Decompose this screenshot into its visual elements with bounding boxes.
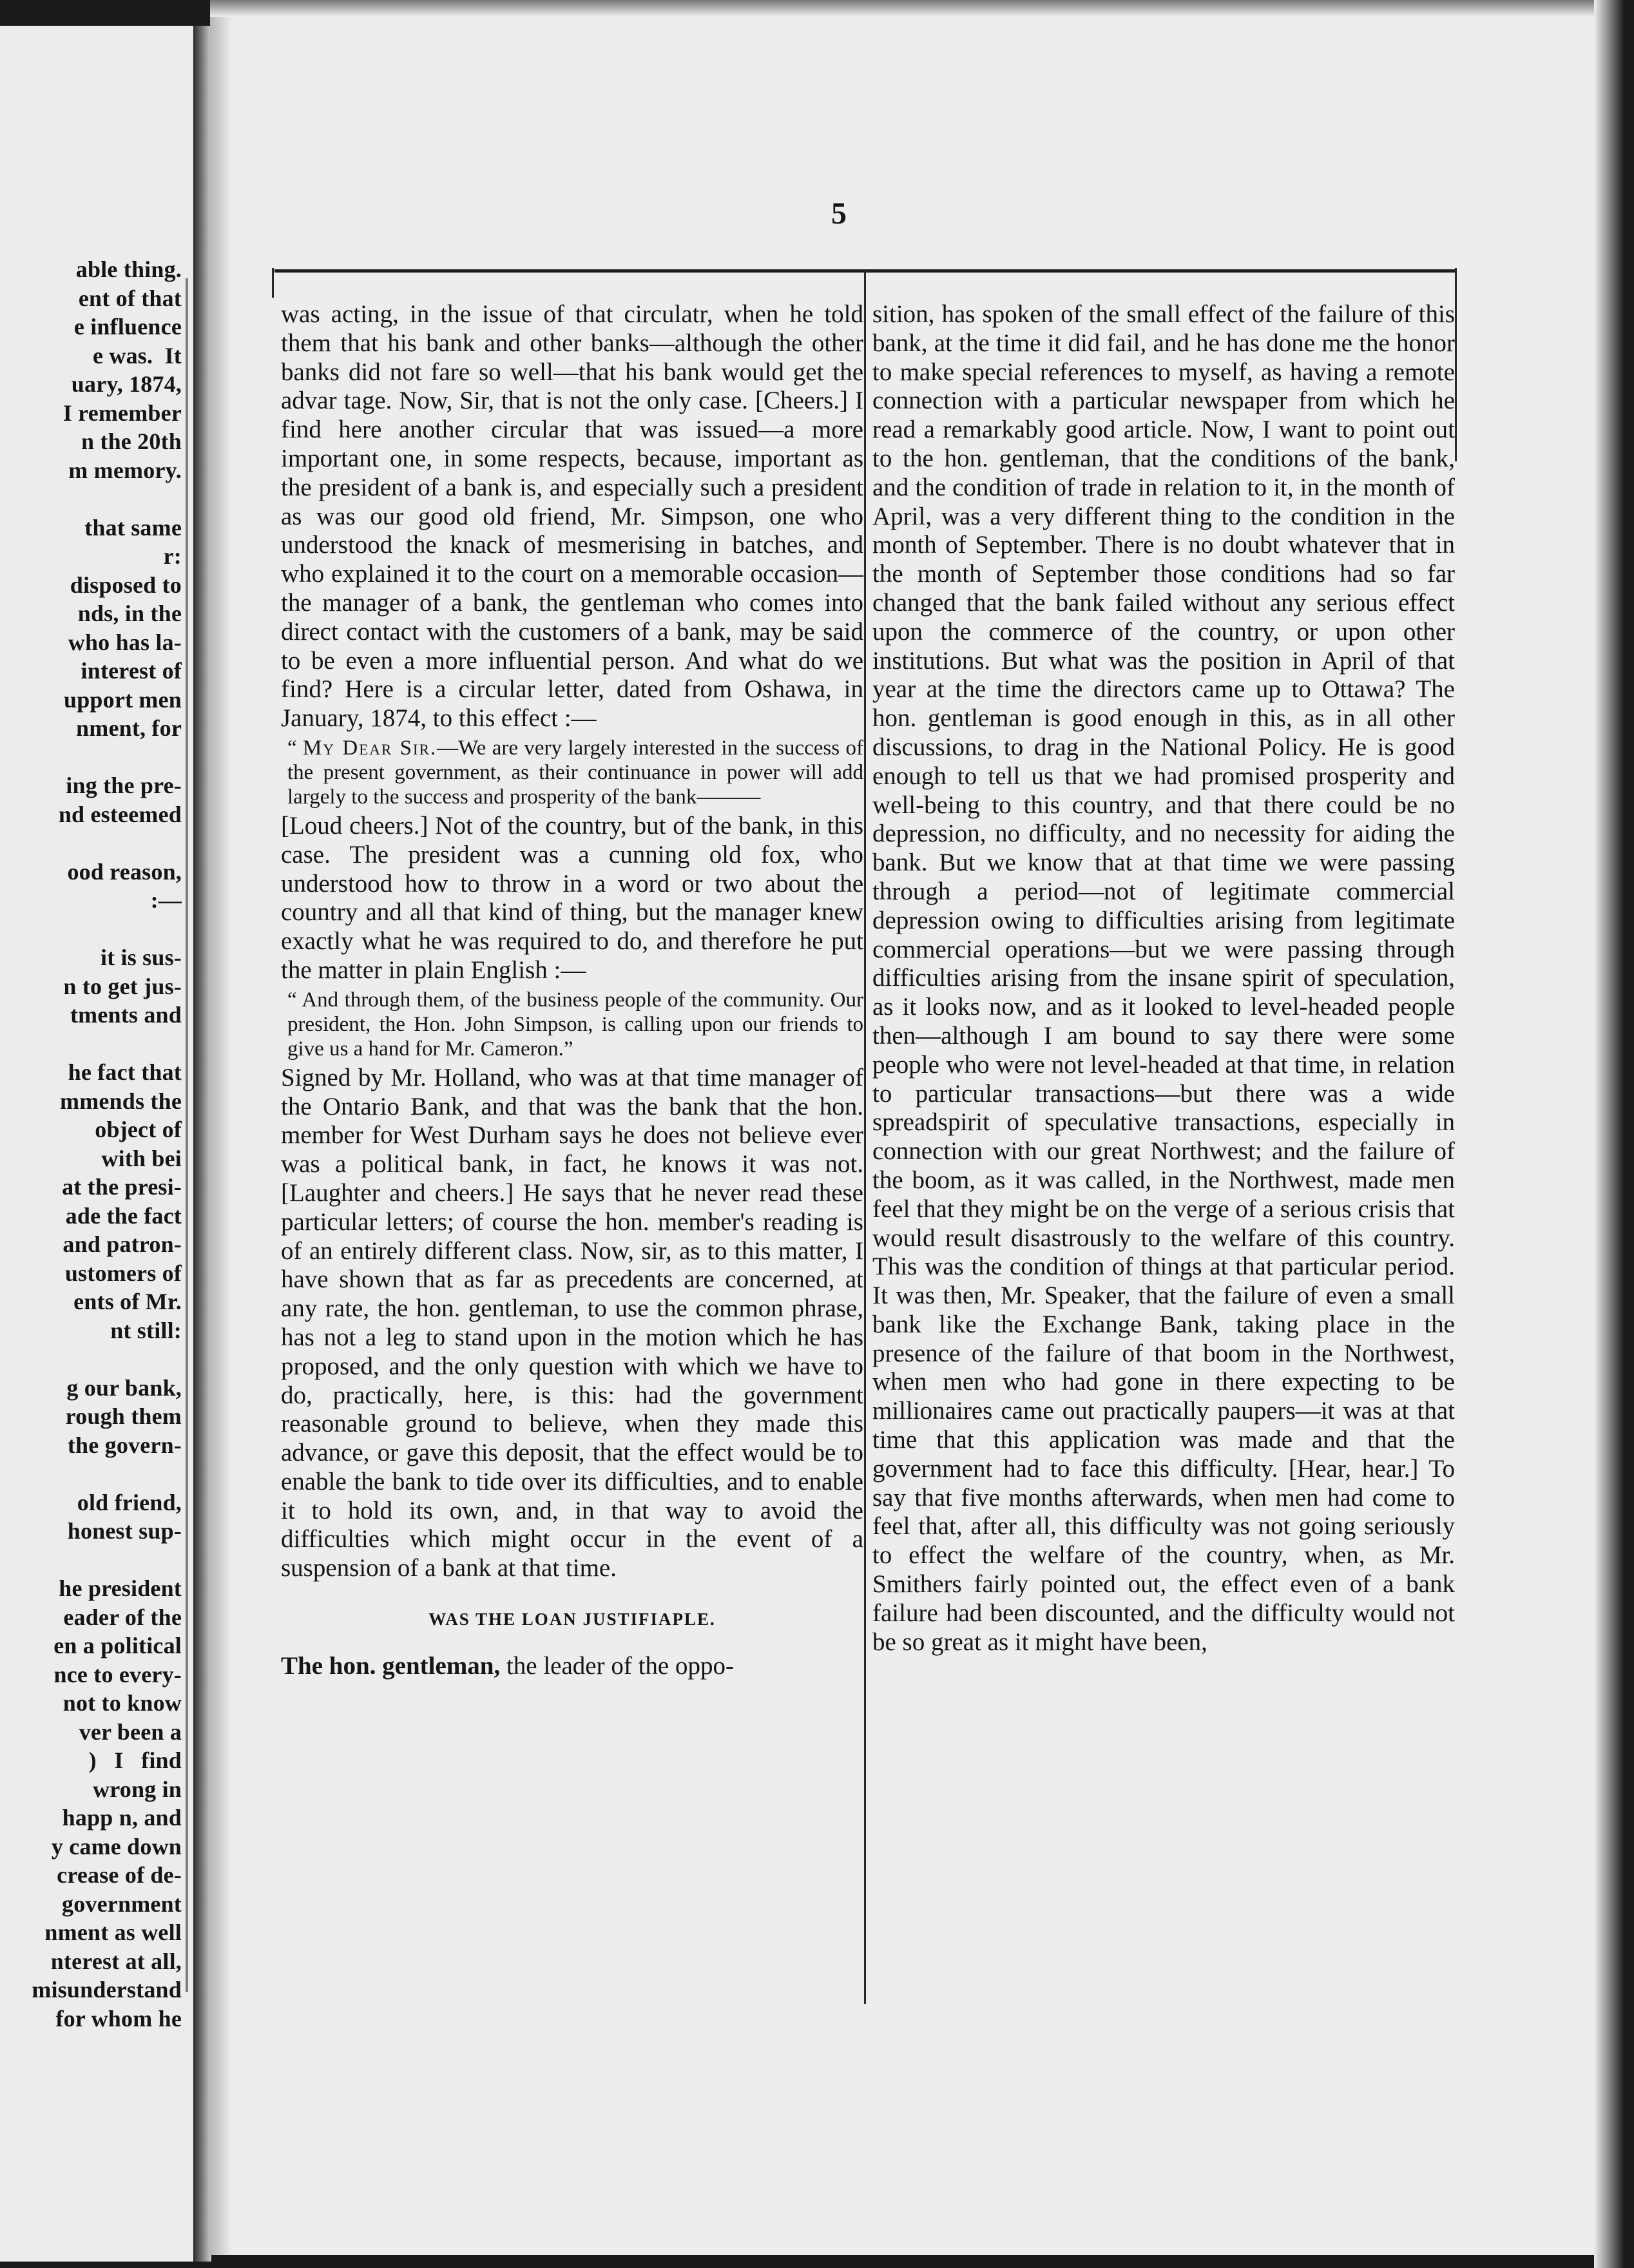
fragment-line: g our bank, <box>66 1374 182 1401</box>
fragment-line: :— <box>150 887 182 913</box>
fragment-line <box>0 915 182 944</box>
fragment-line: upport men <box>63 686 182 713</box>
fragment-line: eader of the <box>63 1604 182 1630</box>
fragment-line: government <box>62 1890 182 1917</box>
fragment-line: nd esteemed <box>58 801 182 827</box>
fragment-line <box>0 1459 182 1488</box>
fragment-line: it is sus- <box>100 945 182 970</box>
previous-page-column-rule <box>186 278 188 1992</box>
fragment-line: at the presi- <box>62 1174 182 1200</box>
page-number: 5 <box>831 197 848 231</box>
fragment-line: e influence <box>73 314 182 340</box>
section-heading: WAS THE LOAN JUSTIFIAPLE. <box>428 1610 716 1629</box>
fragment-line: and patron- <box>62 1231 182 1257</box>
column-divider-rule <box>864 271 866 2004</box>
paragraph-lead: The hon. gentleman, <box>281 1651 501 1680</box>
fragment-line: who has la- <box>68 629 182 655</box>
fragment-line: he fact that <box>68 1059 182 1085</box>
previous-page-fragment <box>0 26 193 2262</box>
previous-page-text-column <box>0 255 182 2033</box>
fragment-line: wrong in <box>93 1776 182 1802</box>
right-border-rule <box>1455 268 1457 461</box>
fragment-line: rough them <box>65 1403 182 1429</box>
fragment-line: interest of <box>81 658 182 684</box>
document-page <box>210 13 1594 2255</box>
fragment-line: honest sup- <box>67 1518 182 1544</box>
text-column-right <box>872 300 1455 1657</box>
fragment-line: crease of de- <box>57 1862 182 1888</box>
fragment-line: nment as well <box>44 1919 182 1945</box>
quoted-letter: “ And through them, of the business people of the community. Our president, the Hon. John Simpson, is calling upon our friends to give us a hand for Mr. Cameron.” <box>287 988 863 1061</box>
fragment-line: mmends the <box>60 1088 182 1114</box>
quoted-letter: “ My Dear Sir.—We are very largely interested in the success of the present government, as their continuance in power will add largely to the success and prosperity of the bank——— <box>287 736 863 809</box>
fragment-line: for whom he <box>55 2005 182 2032</box>
fragment-line: n the 20th <box>81 428 182 454</box>
letter-salutation: My Dear Sir. <box>303 736 437 760</box>
fragment-line: nds, in the <box>77 601 182 626</box>
fragment-line: nt still: <box>110 1317 182 1343</box>
fragment-line: ent of that <box>78 285 182 311</box>
paragraph: was acting, in the issue of that circulatr, when he told them that his bank and other banks—although the other banks did not fare so well—that his bank would get the advar tage. Now, Sir, that is not the only case. [Cheers.] I find here another circular that was issued—a more important one, in some respects, because, important as the president of a bank is, and especially such a president as was our good old friend, Mr. Simpson, one who understood the knack of mesmerising in batches, and who explained it to the court on a memorable occasion—the manager of a bank, the gentleman who comes into direct contact with the customers of a bank, may be said to be even a more influential person. And what do we find? Here is a circular letter, dated from Oshawa, in January, 1874, to this effect :— <box>281 300 863 733</box>
fragment-line: e was. It <box>93 342 182 369</box>
fragment-line: uary, 1874, <box>71 371 182 397</box>
fragment-line: nment, for <box>76 715 182 741</box>
paragraph <box>281 1652 863 1681</box>
text-column-left <box>281 300 863 1681</box>
fragment-line: misunderstand <box>32 1977 182 2003</box>
fragment-line: happ n, and <box>62 1805 182 1831</box>
fragment-line <box>0 829 182 858</box>
page-inner-shadow <box>210 13 232 2255</box>
fragment-line: he president <box>59 1575 182 1601</box>
book-gutter <box>193 26 211 2262</box>
fragment-line: I remember <box>62 399 182 426</box>
page-edge-shadow <box>1594 0 1634 2268</box>
fragment-line: disposed to <box>70 572 182 598</box>
fragment-line: ) I find <box>88 1747 182 1773</box>
fragment-line <box>0 1030 182 1059</box>
fragment-line: the govern- <box>67 1432 182 1458</box>
fragment-line <box>0 485 182 514</box>
fragment-line: able thing. <box>75 256 182 282</box>
fragment-line: m memory. <box>68 457 182 483</box>
fragment-line <box>0 1546 182 1575</box>
paragraph: Signed by Mr. Holland, who was at that time manager of the Ontario Bank, and that was the bank that the hon. member for West Durham says he does not believe ever was a political bank, in fact, he knows it was not. [Laughter and cheers.] He says that he never read these particular letters; of course the hon. member's reading is of an entirely different class. Now, sir, as to this matter, I have shown that as far as precedents are concerned, at any rate, the hon. gentleman, to use the common phrase, has not a leg to stand upon in the motion which he has proposed, and the only question with which we have to do, practically, here, is this: had the government reasonable ground to believe, when they made this advance, or gave this deposit, that the effect would be to enable the bank to tide over its difficulties, and to enable it to hold its own, and, in that way to avoid the difficulties which might occur in the event of a suspension of a bank at that time. <box>281 1063 863 1582</box>
fragment-line: en a political <box>53 1633 182 1658</box>
fragment-line: ver been a <box>79 1718 182 1745</box>
paragraph-text: the leader of the oppo- <box>500 1651 734 1680</box>
left-border-rule <box>272 268 274 298</box>
fragment-line: object of <box>95 1117 182 1142</box>
paragraph: [Loud cheers.] Not of the country, but of the bank, in this case. The president was a cunning old fox, who understood how to throw in a word or two about the country and all that kind of thing, but the manager knew exactly what he was required to do, and therefore he put the matter in plain English :— <box>281 811 863 984</box>
fragment-line: with bei <box>101 1145 182 1171</box>
fragment-line: tments and <box>70 1002 182 1028</box>
fragment-line: y came down <box>51 1833 182 1860</box>
fragment-line: n to get jus- <box>63 973 182 999</box>
fragment-line: ustomers of <box>64 1260 182 1286</box>
fragment-line: ood reason, <box>67 858 182 885</box>
fragment-line: that same <box>84 514 182 541</box>
fragment-line: old friend, <box>77 1489 182 1515</box>
fragment-line: nterest at all, <box>50 1948 182 1974</box>
letter-body: —We are very largely interested in the success of the present government, as their continuance in power will add largely to the success and prosperity of the bank——— <box>287 736 863 809</box>
fragment-line: not to know <box>62 1690 182 1716</box>
fragment-line: nce to every- <box>53 1661 182 1687</box>
fragment-line: ade the fact <box>65 1202 182 1229</box>
paragraph: sition, has spoken of the small effect of the failure of this bank, at the time it did fail, and he has done me the honor to make special references to myself, as having a remote connection with a particular newspaper from which he read a remarkably good article. Now, I want to point out to the hon. gentleman, that the conditions of the bank, and the condition of trade in relation to it, in the month of April, was a very different thing to the condition in the month of September. There is no doubt whatever that in the month of September those conditions had so far changed that the bank failed without any serious effect upon the commerce of the country, or upon other institutions. But what was the position in April of that year at the time the directors came up to Ottawa? The hon. gentleman is good enough in this, as in all other discussions, to drag in the National Policy. He is good enough to tell us that we had promised prosperity and well-being to this country, and that there could be no depression, no difficulty, and no necessity for aiding the bank. But we know that at that time we were passing through a period—not of legitimate commercial depression owing to difficulties arising from legitimate commercial operations—but we were passing through difficulties arising from the insane spirit of speculation, as it looks now, and as it looked to level-headed people then—although I am bound to say there were some people who were not level-headed at that time, in relation to particular transactions—but there was a wide spreadspirit of speculative transactions, especially in connection with our great Northwest; and the failure of the boom, as it was called, in the Northwest, made men feel that they might be on the verge of a serious crisis that would result disastrously to the welfare of this country. This was the condition of things at that particular period. It was then, Mr. Speaker, that the failure of even a small bank like the Exchange Bank, taking place in the presence of the failure of that boom in the Northwest, when men who had gone in there expecting to be millionaires came out practically paupers—it was at that time that this application was made and that the government had to face this difficulty. [Hear, hear.] To say that five months afterwards, when men had come to feel that, after all, this difficulty was not going seriously to effect the welfare of the country, when, as Mr. Smithers fairly pointed out, the effect even of a bank failure had been discounted, and the difficulty would not be so great as it might have been, <box>872 300 1455 1656</box>
fragment-line: ents of Mr. <box>73 1289 182 1314</box>
fragment-line: ing the pre- <box>66 773 182 798</box>
fragment-line <box>0 1345 182 1374</box>
fragment-line: r: <box>163 543 182 569</box>
page-top-shadow <box>210 0 1594 17</box>
fragment-line <box>0 743 182 772</box>
